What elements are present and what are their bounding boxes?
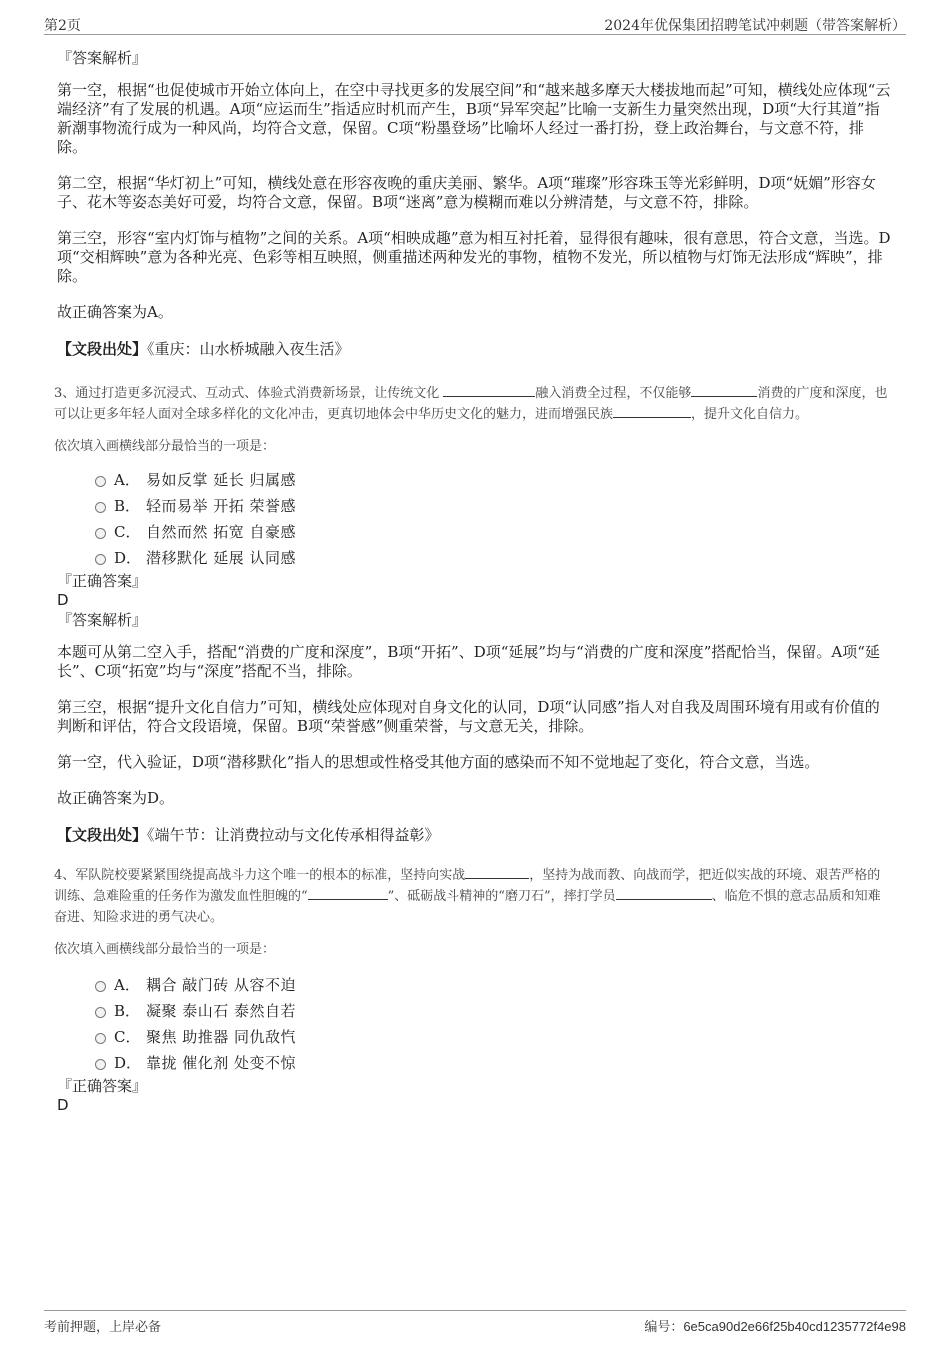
analysis-paragraph: 第二空，根据“华灯初上”可知，横线处意在形容夜晚的重庆美丽、繁华。A项“璀璨”形容珠玉等光彩鲜明，D项“妩媚”形容女子、花木等姿态美好可爱，均符合文意，保留。B项“迷离”意为模糊而难以分辨清楚，与文意不符，排除。: [57, 174, 876, 211]
question-4-prompt: 依次填入画横线部分最恰当的一项是：: [54, 942, 276, 957]
option-b[interactable]: B． 凝聚 泰山石 泰然自若: [95, 998, 891, 1024]
final-answer-statement: 故正确答案为A。: [57, 303, 173, 321]
option-b[interactable]: B． 轻而易举 开拓 荣誉感: [95, 493, 891, 519]
analysis-paragraph: 第一空，根据“也促使城市开始立体向上，在空中寻找更多的发展空间”和“越来越多摩天大楼拔地而起”可知，横线处应体现“云端经济”有了发展的机遇。A项“应运而生”指适应时机而产生，B项“异军突起”比喻一支新生力量突然出现，D项“大行其道”指新潮事物流行成为一种风尚，均符合文意，保留。C项“粉墨登场”比喻坏人经过一番打扮，登上政治舞台，与文意不符，排除。: [57, 81, 891, 156]
radio-icon[interactable]: [95, 1059, 106, 1070]
radio-icon[interactable]: [95, 528, 106, 539]
footer-note: 考前押题，上岸必备: [44, 1320, 162, 1335]
passage-source: [57, 825, 891, 845]
radio-icon[interactable]: [95, 1033, 106, 1044]
radio-icon[interactable]: [95, 502, 106, 513]
analysis-paragraph: 第三空，形容“室内灯饰与植物”之间的关系。A项“相映成趣”意为相互衬托着，显得很有趣味，很有意思，符合文意，当选。D项“交相辉映”意为各种光亮、色彩等相互映照，侧重描述两种发光的事物，植物不发光，所以植物与灯饰无法形成“辉映”，排除。: [57, 229, 891, 285]
radio-icon[interactable]: [95, 476, 106, 487]
source-label: 【文段出处】: [57, 826, 148, 844]
answer-blank: [443, 384, 535, 397]
question-3-prompt: 依次填入画横线部分最恰当的一项是：: [54, 439, 276, 454]
source-title: 《端午节：让消费拉动与文化传承相得益彰》: [147, 826, 440, 844]
question-4-stem: 4、军队院校要紧紧围绕提高战斗力这个唯一的根本的标准，坚持向实战 ，坚持为战而教、向战而学，把近似实战的环境、艰苦严格的训练、急难险重的任务作为激发血性胆魄的“ ”、砥砺战斗精神的“磨刀石”，摔打学员 、临危不惧的意志品质和知难奋进、知险求进的勇气决心。: [54, 868, 881, 925]
page-number: 第2页: [44, 18, 81, 34]
code-label: 编号：: [644, 1320, 684, 1335]
answer-blank: [616, 887, 712, 900]
option-c[interactable]: C． 聚焦 助推器 同仇敌忾: [95, 1024, 891, 1050]
question-3-options: [95, 467, 891, 571]
analysis-paragraph: 本题可从第二空入手，搭配“消费的广度和深度”，B项“开拓”、D项“延展”均与“消费的广度和深度”搭配恰当，保留。A项“延长”、C项“拓宽”均与“深度”搭配不当，排除。: [57, 643, 880, 680]
correct-answer-label: 『正确答案』: [57, 572, 148, 590]
page-header: [44, 12, 906, 35]
answer-blank: [691, 384, 757, 397]
correct-answer-label: 『正确答案』: [57, 1077, 148, 1095]
option-c[interactable]: C． 自然而然 拓宽 自豪感: [95, 519, 891, 545]
source-title: 《重庆：山水桥城融入夜生活》: [147, 340, 350, 358]
option-a[interactable]: A． 耦合 敲门砖 从容不迫: [95, 972, 891, 998]
answer-blank: [308, 887, 388, 900]
analysis-paragraph: 第一空，代入验证，D项“潜移默化”指人的思想或性格受其他方面的感染而不知不觉地起了变化，符合文意，当选。: [57, 753, 820, 771]
radio-icon[interactable]: [95, 981, 106, 992]
correct-answer-value: D: [57, 591, 69, 609]
radio-icon[interactable]: [95, 1007, 106, 1018]
radio-icon[interactable]: [95, 554, 106, 565]
question-3-stem: 3、通过打造更多沉浸式、互动式、体验式消费新场景，让传统文化 融入消费全过程，不仅能够 消费的广度和深度，也可以让更多年轻人面对全球多样化的文化冲击，更真切地体会中华历史文化的魅力，进而增强民族 ，提升文化自信力。: [54, 386, 888, 422]
answer-blank: [465, 866, 529, 879]
option-d[interactable]: D． 靠拢 催化剂 处变不惊: [95, 1050, 891, 1076]
analysis-label: 『答案解析』: [57, 49, 148, 67]
passage-source: [57, 339, 891, 359]
question-4-options: [95, 972, 891, 1076]
option-a[interactable]: A． 易如反掌 延长 归属感: [95, 467, 891, 493]
answer-blank: [613, 405, 691, 418]
code-value: 6e5ca90d2e66f25b40cd1235772f4e98: [683, 1319, 906, 1334]
analysis-label: 『答案解析』: [57, 611, 148, 629]
final-answer-statement: 故正确答案为D。: [57, 789, 175, 807]
source-label: 【文段出处】: [57, 340, 148, 358]
analysis-paragraph: 第三空，根据“提升文化自信力”可知，横线处应体现对自身文化的认同，D项“认同感”指人对自我及周围环境有用或有价值的判断和评估，符合文段语境，保留。B项“荣誉感”侧重荣誉，与文意无关，排除。: [57, 698, 880, 735]
option-d[interactable]: D． 潜移默化 延展 认同感: [95, 545, 891, 571]
page-footer: [44, 1310, 906, 1335]
document-title: 2024年优保集团招聘笔试冲刺题（带答案解析）: [604, 18, 906, 34]
document-code: [644, 1316, 906, 1335]
correct-answer-value: D: [57, 1096, 69, 1114]
page-content: [54, 48, 891, 1115]
